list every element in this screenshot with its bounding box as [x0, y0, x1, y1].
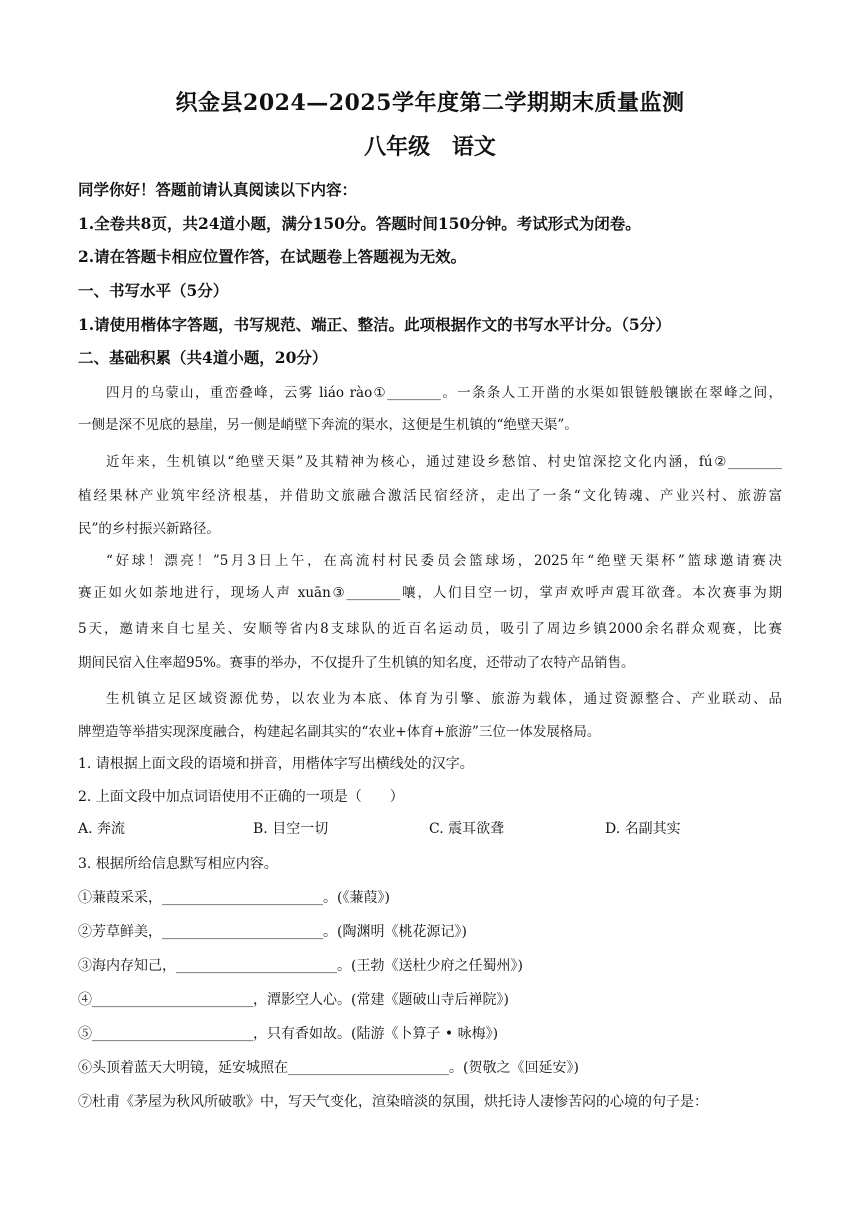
section-heading: 二、基础积累（共4道小题，20分）: [78, 348, 328, 367]
notice-item: 2.请在答题卡相应位置作答，在试题卷上答题视为无效。: [78, 247, 467, 266]
passage-line: “好球！漂亮！”5月3日上午，在高流村村民委员会篮球场，2025年“绝壁天渠杯”篮球邀请赛决: [106, 553, 782, 569]
passage-line: 植经果林产业筑牢经济根基，并借助文旅融合激活民宿经济，走出了一条“文化铸魂、产业兴村、旅游富: [78, 488, 782, 504]
recitation-item: ②芳草鲜美，_______________________。(陶渊明《桃花源记》): [78, 924, 467, 940]
passage-line: 一侧是深不见底的悬崖，另一侧是峭壁下奔流的渠水，这便是生机镇的“绝壁天渠”。: [78, 417, 578, 433]
passage-line: 5天，邀请来自七星关、安顺等省内8支球队的近百名运动员，吸引了周边乡镇2000余名群众观赛，比赛: [78, 621, 782, 637]
question-1: 1. 请根据上面文段的语境和拼音，用楷体字写出横线处的汉字。: [78, 756, 474, 772]
option-a: A. 奔流: [78, 821, 126, 837]
section-heading: 一、书写水平（5分）: [78, 281, 229, 300]
recitation-item: ⑤_______________________，只有香如故。(陆游《卜算子 • 咏梅》): [78, 1026, 499, 1042]
question-2: 2. 上面文段中加点词语使用不正确的一项是（ ）: [78, 789, 404, 805]
option-b: B. 目空一切: [253, 821, 329, 837]
recitation-item: ④_______________________，潭影空人心。(常建《题破山寺后禅院》): [78, 992, 509, 1008]
passage-line: 近年来，生机镇以“绝壁天渠”及其精神为核心，通过建设乡愁馆、村史馆深挖文化内涵，fú②________: [106, 454, 782, 470]
question-2-options: [78, 818, 782, 840]
notice-item: 1.全卷共8页，共24道小题，满分150分。答题时间150分钟。考试形式为闭卷。: [78, 214, 641, 233]
passage-line: 牌塑造等举措实现深度融合，构建起名副其实的“农业+体育+旅游”三位一体发展格局。: [78, 724, 601, 740]
notice-heading: 同学你好！答题前请认真阅读以下内容：: [78, 180, 358, 199]
recitation-item: ⑥头顶着蓝天大明镜，延安城照在_______________________。(贺敬之《回延安》): [78, 1060, 579, 1076]
question-item: 1.请使用楷体字答题，书写规范、端正、整洁。此项根据作文的书写水平计分。（5分）: [78, 315, 671, 334]
exam-subtitle: 八年级 语文: [364, 134, 496, 160]
recitation-item: ①蒹葭采采，_______________________。(《蒹葭》): [78, 890, 390, 906]
passage-line: 生机镇立足区域资源优势，以农业为本底、体育为引擎、旅游为载体，通过资源整合、产业联动、品: [106, 691, 782, 707]
passage-line: 民”的乡村振兴新路径。: [78, 521, 220, 537]
question-3: 3. 根据所给信息默写相应内容。: [78, 856, 278, 872]
recitation-item: ⑦杜甫《茅屋为秋风所破歌》中，写天气变化，渲染暗淡的氛围，烘托诗人凄惨苦闷的心境的句子是：: [78, 1094, 708, 1110]
recitation-item: ③海内存知己，_______________________。(王勃《送杜少府之任蜀州》): [78, 958, 523, 974]
passage-line: 赛正如火如荼地进行，现场人声 xuān③________嚷，人们目空一切，掌声欢呼声震耳欲聋。本次赛事为期: [78, 585, 782, 601]
exam-title: 织金县2024—2025学年度第二学期期末质量监测: [175, 90, 685, 116]
passage-line: 期间民宿入住率超95%。赛事的举办，不仅提升了生机镇的知名度，还带动了农特产品销售。: [78, 655, 635, 671]
passage-line: 四月的乌蒙山，重峦叠峰，云雾 liáo rào①________。一条条人工开凿的水渠如银链般镶嵌在翠峰之间，: [106, 385, 782, 401]
option-c: C. 震耳欲聋: [429, 821, 505, 837]
option-d: D. 名副其实: [605, 821, 681, 837]
